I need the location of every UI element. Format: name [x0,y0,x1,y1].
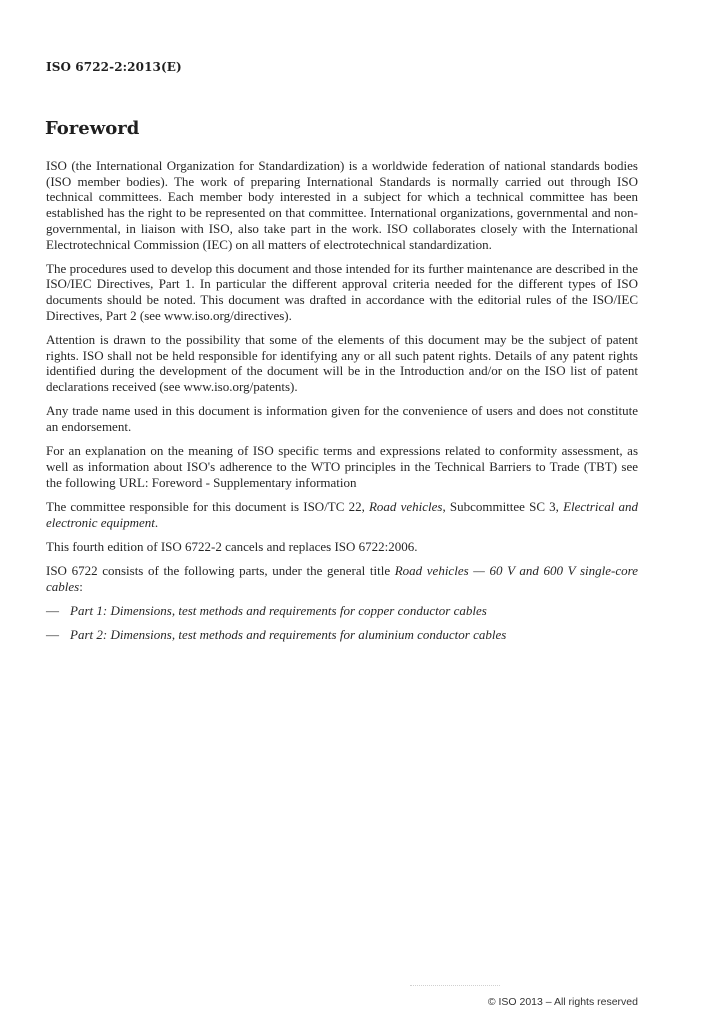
list-item-part-2 [46,627,638,643]
committee-text-middle: , Subcommittee SC 3, [442,498,564,514]
document-identifier: ISO 6722-2:2013(E) [46,60,182,74]
faint-watermark-line [410,985,500,987]
foreword-body [46,158,638,651]
committee-name-road-vehicles: Road vehicles [368,498,443,514]
list-item-part-1 [46,603,638,619]
copyright-notice: © ISO 2013 – All rights reserved [487,996,638,1008]
paragraph-organization: ISO (the International Organization for Standardization) is a worldwide federation of national standards bodies (ISO member bodies). The work of preparing International Standards is normally carried out through ISO technical committees. Each member body interested in a subject for which a technical committee has been established has the right to be represented on that committee. International organizations, governmental and non-governmental, in liaison with ISO, also take part in the work. ISO collaborates closely with the International Electrotechnical Commission (IEC) on all matters of electrotechnical standardization. [46,158,638,252]
paragraph-committee [46,499,638,530]
list-dash: — [46,627,59,643]
paragraph-patent-rights: Attention is drawn to the possibility that some of the elements of this document may be the subject of patent rights. ISO shall not be held responsible for identifying any or all such patent rights. Details of any patent rights identified during the development of the document will be in the Introduction and/or on the ISO list of patent declarations received (see www.iso.org/patents). [46,332,638,395]
section-title: Foreword [45,118,140,139]
list-dash: — [46,602,59,618]
parts-intro-before: ISO 6722 consists of the following parts, under the general title [46,562,395,578]
general-title: Road vehicles — 60 V and 600 V single-core cables [46,562,638,594]
parts-list [46,603,638,643]
parts-intro-after: : [79,578,83,594]
committee-text-after: . [154,514,159,530]
subcommittee-name: Electrical and electronic equipment [46,498,638,530]
list-item-text: Part 1: Dimensions, test methods and requirements for copper conductor cables [70,602,487,618]
paragraph-edition: This fourth edition of ISO 6722-2 cancels and replaces ISO 6722:2006. [46,538,418,554]
paragraph-trade-name: Any trade name used in this document is information given for the convenience of users and does not constitute an endorsement. [46,403,638,435]
committee-text-before: The committee responsible for this document is ISO/TC 22, [46,498,369,514]
list-item-text: Part 2: Dimensions, test methods and requirements for aluminium conductor cables [70,627,507,643]
paragraph-conformity: For an explanation on the meaning of ISO specific terms and expressions related to conformity assessment, as well as information about ISO's adherence to the WTO principles in the Technical Barriers to Trade (TBT) see the following URL: Foreword - Supplementary information [46,443,638,490]
paragraph-procedures: The procedures used to develop this document and those intended for its further maintenance are described in the ISO/IEC Directives, Part 1. In particular the different approval criteria needed for the different types of ISO documents should be noted. This document was drafted in accordance with the editorial rules of the ISO/IEC Directives, Part 2 (see www.iso.org/directives). [46,260,638,323]
paragraph-parts-intro [46,563,638,594]
